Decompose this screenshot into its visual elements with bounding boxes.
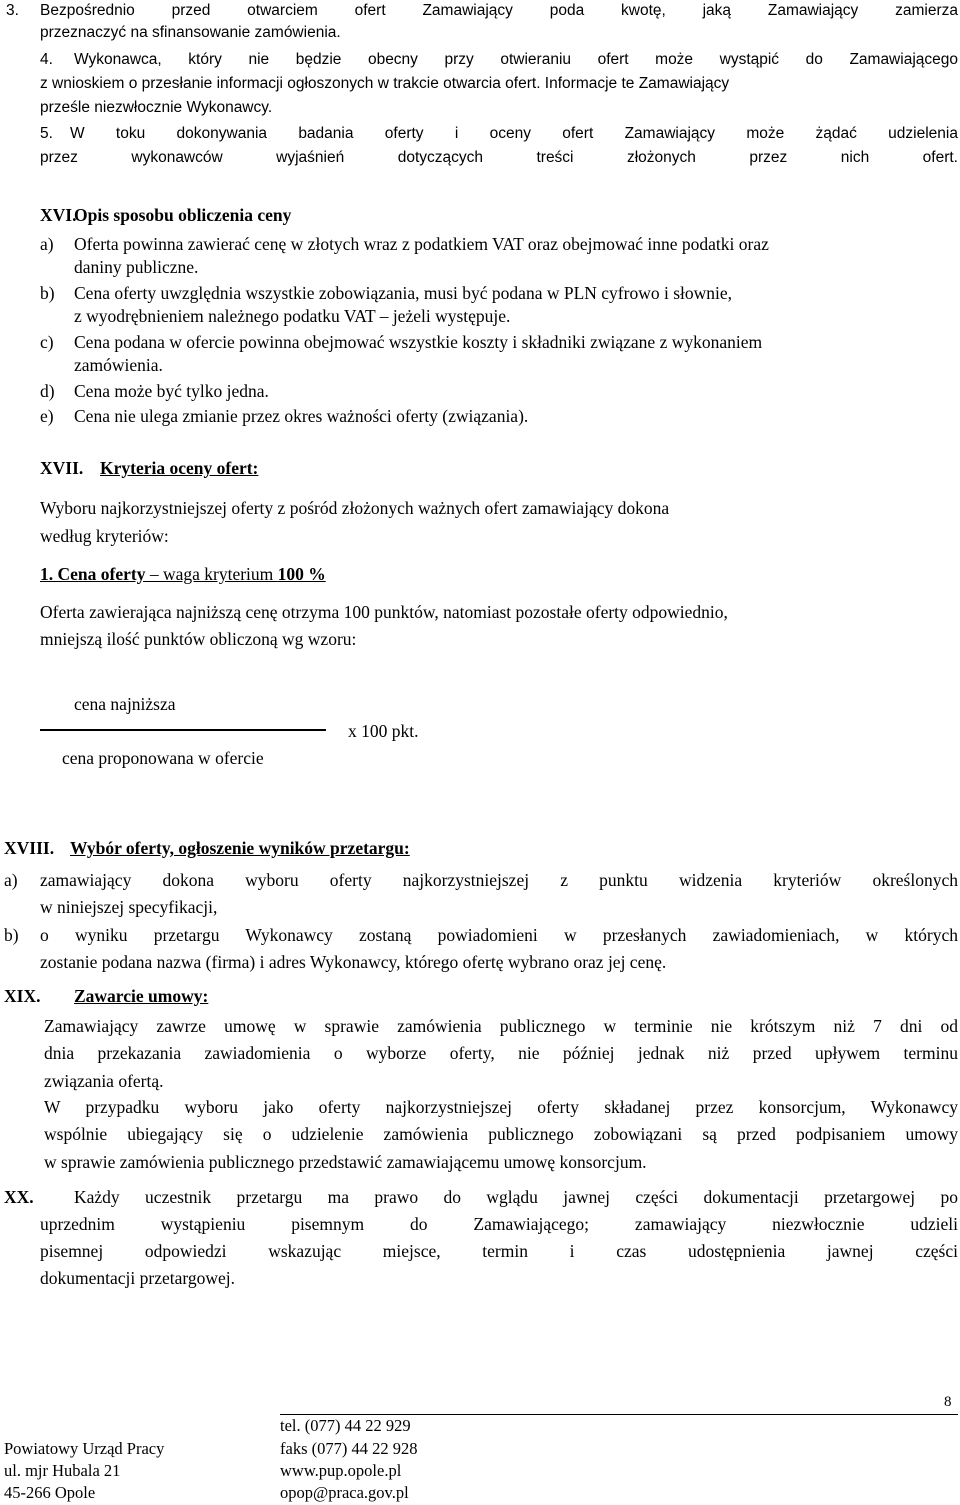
item-3-line-2: przeznaczyć na sfinansowanie zamówienia. (40, 24, 341, 41)
section-xvi-b-line-1: Cena oferty uwzględnia wszystkie zobowiązania, musi być podana w PLN cyfrowo i słownie, (74, 283, 733, 303)
section-xvi-a-line-2: daniny publiczne. (74, 257, 199, 277)
formula-fraction-bar (40, 729, 326, 731)
section-xviii-b-line-1: o wyniku przetargu Wykonawcy zostaną powiadomieni w przesłanych zawiadomieniach, w których (40, 925, 958, 945)
footer-city: 45-266 Opole (4, 1483, 96, 1502)
section-xvi-a-line-1: Oferta powinna zawierać cenę w złotych wraz z podatkiem VAT oraz obejmować inne podatki oraz (74, 234, 769, 254)
section-xvi-c-line-2: zamówienia. (74, 355, 163, 375)
section-xx-line-2: uprzednim wystąpieniu pisemnym do Zamawiającego; zamawiający niezwłocznie udzieli (40, 1214, 958, 1234)
section-xx-line-3: pisemnej odpowiedzi wskazując miejsce, termin i czas udostępnienia jawnej części (40, 1241, 958, 1261)
section-xvi-title: Opis sposobu obliczenia ceny (74, 205, 292, 225)
criterion-name: 1. Cena oferty (40, 564, 146, 584)
section-xviii-number: XVIII. (4, 838, 55, 858)
section-xvi-c-label: c) (40, 332, 54, 352)
section-xvi-d-line-1: Cena może być tylko jedna. (74, 381, 269, 401)
footer-tel: tel. (077) 44 22 929 (280, 1416, 411, 1435)
item-4-line-1: Wykonawca, który nie będzie obecny przy otwieraniu ofert może wystąpić do Zamawiającego (74, 51, 958, 68)
item-3-number: 3. (6, 2, 19, 19)
section-xvii-desc-line-2: mniejszą ilość punktów obliczoną wg wzoru: (40, 629, 357, 649)
section-xix-number: XIX. (4, 986, 41, 1006)
section-xix-p1-line-2: dnia przekazania zawiadomienia o wyborze oferty, nie później jednak niż przed upływem terminu (44, 1043, 958, 1063)
section-xix-p2-line-2: wspólnie ubiegający się o udzielenie zamówienia publicznego zobowiązani są przed podpisaniem umowy (44, 1124, 958, 1144)
section-xviii-a-line-2: w niniejszej specyfikacji, (40, 897, 218, 917)
section-xviii-title: Wybór oferty, ogłoszenie wyników przetargu: (70, 838, 410, 858)
section-xix-p1-line-1: Zamawiający zawrze umowę w sprawie zamówienia publicznego w terminie nie krótszym niż 7 dni od (44, 1016, 958, 1036)
section-xvi-e-line-1: Cena nie ulega zmianie przez okres ważności oferty (związania). (74, 406, 529, 426)
criterion-weight-label: – waga kryterium (145, 564, 278, 584)
section-xx-number: XX. (4, 1187, 34, 1207)
section-xvi-b-label: b) (40, 283, 55, 303)
section-xvi-number: XVI. (40, 205, 77, 225)
section-xviii-a-label: a) (4, 870, 18, 890)
footer-street: ul. mjr Hubala 21 (4, 1461, 121, 1480)
section-xvii-intro-line-2: według kryteriów: (40, 526, 169, 546)
section-xvi-c-line-1: Cena podana w ofercie powinna obejmować wszystkie koszty i składniki związane z wykonaniem (74, 332, 763, 352)
item-5-line-1: W toku dokonywania badania oferty i oceny ofert Zamawiający może żądać udzielenia (70, 125, 958, 142)
item-4-line-3: prześle niezwłocznie Wykonawcy. (40, 99, 273, 116)
section-xvii-title: Kryteria oceny ofert: (100, 458, 259, 478)
footer-rule (280, 1414, 958, 1415)
section-xix-p1-line-3: związania ofertą. (44, 1071, 164, 1091)
formula-numerator: cena najniższa (74, 694, 176, 714)
section-xix-p2-line-1: W przypadku wyboru jako oferty najkorzystniejszej oferty składanej przez konsorcjum, Wykonawcy (44, 1097, 958, 1117)
criterion-weight: 100 % (277, 564, 326, 584)
section-xviii-b-label: b) (4, 925, 19, 945)
footer-email: opop@praca.gov.pl (280, 1483, 409, 1502)
section-xvi-e-label: e) (40, 406, 54, 426)
section-xvii-intro-line-1: Wyboru najkorzystniejszej oferty z pośród złożonych ważnych ofert zamawiający dokona (40, 498, 670, 518)
item-5-number: 5. (40, 125, 53, 142)
item-5-line-2: przez wykonawców wyjaśnień dotyczących treści złożonych przez nich ofert. (40, 149, 958, 166)
item-3-line-1: Bezpośrednio przed otwarciem ofert Zamawiający poda kwotę, jaką Zamawiający zamierza (40, 2, 958, 19)
section-xvi-d-label: d) (40, 381, 55, 401)
footer-fax: faks (077) 44 22 928 (280, 1439, 418, 1458)
section-xix-p2-line-3: w sprawie zamówienia publicznego przedstawić zamawiającemu umowę konsorcjum. (44, 1152, 647, 1172)
footer-website: www.pup.opole.pl (280, 1461, 402, 1480)
formula-denominator: cena proponowana w ofercie (62, 748, 264, 768)
section-xviii-b-line-2: zostanie podana nazwa (firma) i adres Wykonawcy, którego ofertę wybrano oraz jej cenę. (40, 952, 667, 972)
section-xvii-number: XVII. (40, 458, 84, 478)
section-xvii-desc-line-1: Oferta zawierająca najniższą cenę otrzyma 100 punktów, natomiast pozostałe oferty odpowiednio, (40, 602, 728, 622)
formula-multiplier: x 100 pkt. (348, 721, 419, 741)
footer-office-name: Powiatowy Urząd Pracy (4, 1439, 165, 1458)
page-number: 8 (944, 1394, 952, 1410)
item-4-number: 4. (40, 51, 53, 68)
section-xx-line-1: Każdy uczestnik przetargu ma prawo do wglądu jawnej części dokumentacji przetargowej po (74, 1187, 958, 1207)
item-4-line-2: z wnioskiem o przesłanie informacji ogłoszonych w trakcie otwarcia ofert. Informacje te Zamawiający (40, 75, 730, 92)
section-xix-title: Zawarcie umowy: (74, 986, 209, 1006)
criterion-line (40, 564, 326, 585)
section-xvi-a-label: a) (40, 234, 54, 254)
section-xvi-b-line-2: z wyodrębnieniem należnego podatku VAT – jeżeli występuje. (74, 306, 511, 326)
section-xviii-a-line-1: zamawiający dokona wyboru oferty najkorzystniejszej z punktu widzenia kryteriów określonych (40, 870, 958, 890)
section-xx-line-4: dokumentacji przetargowej. (40, 1268, 236, 1288)
